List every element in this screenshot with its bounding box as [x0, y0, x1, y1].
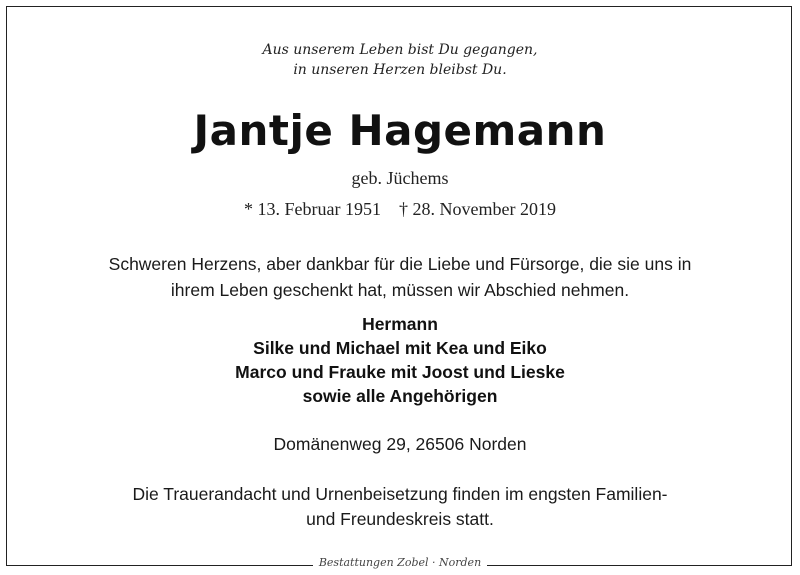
mourner-relatives: sowie alle Angehörigen — [302, 386, 498, 406]
footer-container — [0, 553, 800, 572]
mourner-marco-frauke: Marco und Frauke mit Joost und Lieske — [235, 362, 565, 382]
mourner-hermann: Hermann — [362, 314, 438, 334]
address: Domänenweg 29, 26506 Norden — [273, 434, 527, 454]
motto-line-1: Aus unserem Leben bist Du gegangen, — [262, 42, 538, 58]
ceremony-line-2: und Freundeskreis statt. — [306, 509, 494, 529]
ceremony-line-1: Die Trauerandacht und Urnenbeisetzung finden im engsten Familien- — [132, 484, 668, 504]
deceased-name: Jantje Hagemann — [193, 106, 607, 155]
motto-line-2: in unseren Herzen bleibst Du. — [293, 62, 507, 78]
mourner-silke-michael: Silke und Michael mit Kea und Eiko — [253, 338, 547, 358]
birth-name: geb. Jüchems — [351, 168, 449, 188]
life-dates — [0, 199, 800, 220]
message-line-1: Schweren Herzens, aber dankbar für die Liebe und Fürsorge, die sie uns in — [108, 254, 692, 274]
death-date: † 28. November 2019 — [399, 199, 556, 219]
birth-date: * 13. Februar 1951 — [244, 199, 381, 219]
funeral-home-credit: Bestattungen Zobel · Norden — [313, 554, 487, 572]
message-line-2: ihrem Leben geschenkt hat, müssen wir Abschied nehmen. — [170, 280, 630, 300]
